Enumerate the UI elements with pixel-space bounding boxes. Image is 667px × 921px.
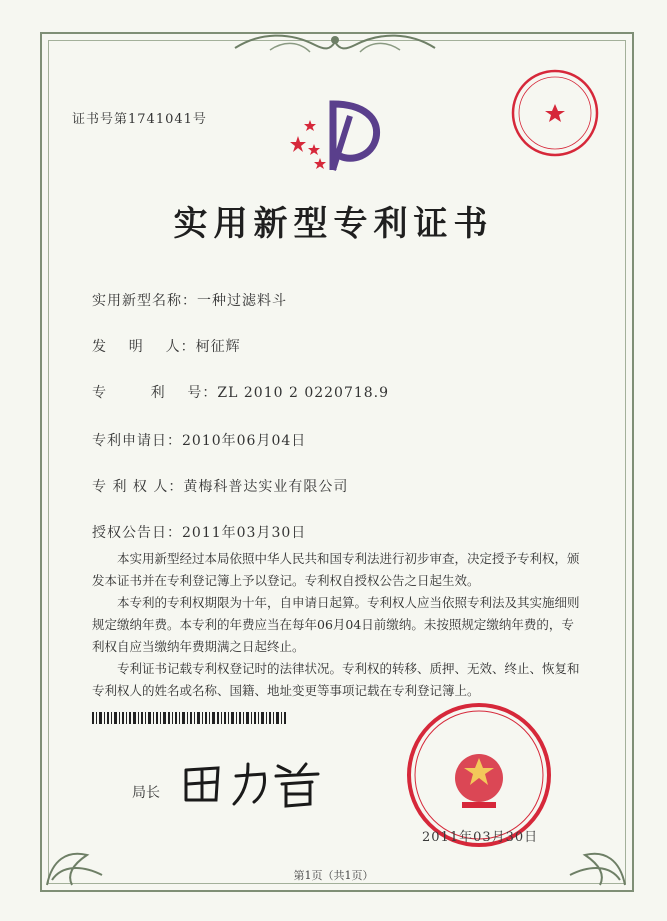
inventor-label: 发 明 人： — [92, 339, 196, 355]
body-paragraph-3: 专利证书记载专利权登记时的法律状况。专利权的转移、质押、无效、终止、恢复和专利权人的姓名或名称、国籍、地址变更等事项记载在专利登记簿上。 — [92, 661, 580, 698]
patent-number-label: 专 利 号： — [92, 385, 218, 401]
announcement-date-value: 2011年03月30日 — [182, 525, 307, 541]
patentee-label: 专 利 权 人： — [92, 479, 184, 495]
announcement-date-row — [92, 522, 306, 542]
body-paragraph-2: 本专利的专利权期限为十年，自申请日起算。专利权人应当依照专利法及其实施细则规定缴纳年费。本专利的年费应当在每年06月04日前缴纳。未按照规定缴纳年费的，专利权自应当缴纳年费期满之日起终止。 — [92, 595, 580, 654]
patent-number-value: ZL 2010 2 0220718.9 — [217, 385, 390, 401]
application-date-value: 2010年06月04日 — [182, 433, 307, 449]
utility-model-name-value: 一种过滤料斗 — [197, 293, 287, 309]
inventor-value: 柯征辉 — [195, 339, 241, 355]
issue-date: 2011年03月30日 — [422, 830, 539, 845]
patentee-value: 黄梅科普达实业有限公司 — [183, 479, 349, 495]
tax-seal-icon — [508, 66, 602, 160]
utility-model-name-row — [92, 290, 287, 310]
page-footer: 第1页（共1页） — [293, 869, 374, 882]
utility-model-name-label: 实用新型名称： — [92, 293, 197, 309]
patentee-row — [92, 476, 348, 496]
sipo-logo-icon — [288, 96, 388, 176]
patent-number-row — [92, 382, 389, 402]
director-signature-icon — [178, 752, 328, 812]
certificate-title: 实用新型专利证书 — [173, 204, 494, 244]
announcement-date-label: 授权公告日： — [92, 525, 182, 541]
inventor-row — [92, 336, 241, 356]
barcode-icon — [92, 712, 288, 724]
certificate-body — [92, 548, 584, 702]
certificate-number: 证书号第1741041号 — [72, 112, 207, 127]
director-label: 局长 — [132, 785, 160, 801]
body-paragraph-1: 本实用新型经过本局依照中华人民共和国专利法进行初步审查，决定授予专利权，颁发本证书并在专利登记簿上予以登记。专利权自授权公告之日起生效。 — [92, 551, 580, 588]
top-ornament-icon — [230, 30, 440, 60]
application-date-row — [92, 430, 306, 450]
application-date-label: 专利申请日： — [92, 433, 182, 449]
